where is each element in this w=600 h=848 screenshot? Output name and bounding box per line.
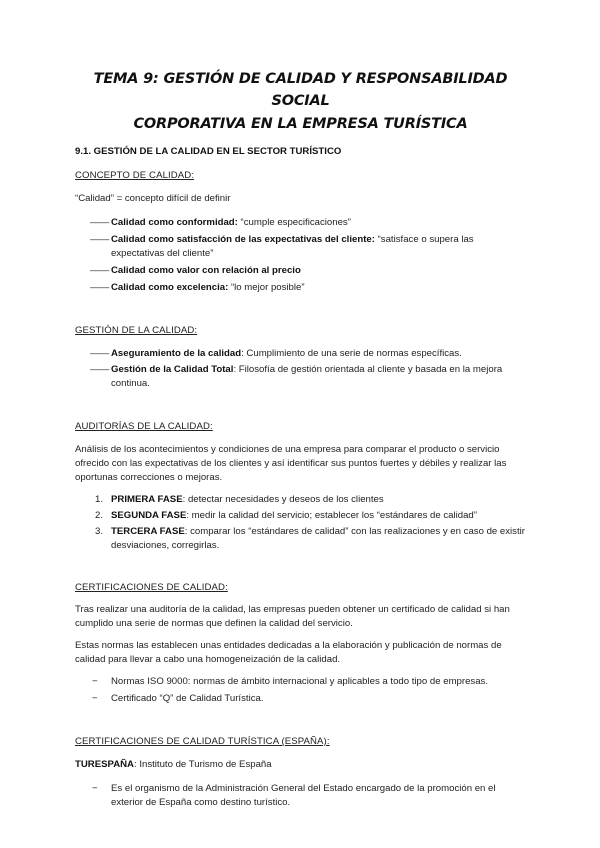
list-item: —— Calidad como excelencia: “lo mejor posible” [90, 281, 305, 293]
list-item: —— Gestión de la Calidad Total: Filosofía de gestión orientada al cliente y basada en la mejora continua. [90, 364, 503, 390]
auditorias-intro: Análisis de los acontecimientos y condiciones de una empresa para comparar el producto o servicio ofrecido con las expectativas de los clientes y así identificar sus puntos fuertes y débiles y realizar las oportunas correcciones o mejoras. [75, 444, 507, 483]
list-item: 3. TERCERA FASE: comparar los “estándares de calidad” con las realizaciones y en caso de existir desviaciones, corregirlas. [95, 525, 525, 551]
espana-heading: CERTIFICACIONES DE CALIDAD TURÍSTICA (ESPAÑA): [75, 735, 330, 747]
concepto-list [75, 216, 526, 295]
list-item: − Normas ISO 9000: normas de ámbito internacional y aplicables a todo tipo de empresas. [92, 676, 489, 688]
title-line-2: CORPORATIVA EN LA EMPRESA TURÍSTICA [133, 115, 468, 132]
gestion-list [75, 347, 526, 392]
list-item: —— Calidad como satisfacción de las expectativas del cliente: “satisface o supera las expectativas del cliente” [90, 234, 474, 259]
list-item: − Certificado “Q” de Calidad Turística. [92, 692, 264, 704]
document-title [75, 68, 526, 135]
gestion-heading: GESTIÓN DE LA CALIDAD: [75, 324, 198, 336]
list-item: 2. SEGUNDA FASE: medir la calidad del servicio; establecer los “estándares de calidad” [95, 509, 477, 521]
certificaciones-heading: CERTIFICACIONES DE CALIDAD: [75, 581, 228, 593]
list-item: —— Calidad como conformidad: “cumple especificaciones” [90, 217, 351, 229]
title-line-1: TEMA 9: GESTIÓN DE CALIDAD Y RESPONSABILIDAD SOCIAL [93, 71, 508, 110]
concepto-heading: CONCEPTO DE CALIDAD: [75, 170, 195, 182]
espana-list [75, 782, 526, 810]
certificaciones-list [75, 675, 526, 706]
list-item: —— Aseguramiento de la calidad: Cumplimiento de una serie de normas específicas. [90, 347, 462, 359]
auditorias-list [75, 493, 526, 553]
auditorias-heading: AUDITORÍAS DE LA CALIDAD: [75, 421, 213, 433]
list-item: 1. PRIMERA FASE: detectar necesidades y deseos de los clientes [95, 493, 384, 505]
certificaciones-p1: Tras realizar una auditoría de la calidad, las empresas pueden obtener un certificado de calidad si han cumplido una serie de normas que definen la calidad del servicio. [75, 604, 510, 630]
concepto-intro: “Calidad” = concepto difícil de definir [75, 193, 231, 205]
list-item: − Es el organismo de la Administración General del Estado encargado de la promoción en el exterior de España como destino turístico. [92, 782, 496, 808]
certificaciones-p2: Estas normas las establecen unas entidades dedicadas a la elaboración y publicación de normas de calidad para llevar a cabo una homogeneización de la calidad. [75, 640, 502, 666]
section-subtitle: 9.1. GESTIÓN DE LA CALIDAD EN EL SECTOR TURÍSTICO [75, 146, 342, 158]
espana-org: TURESPAÑA: Instituto de Turismo de España [75, 758, 272, 770]
list-item: —— Calidad como valor con relación al precio [90, 264, 301, 276]
